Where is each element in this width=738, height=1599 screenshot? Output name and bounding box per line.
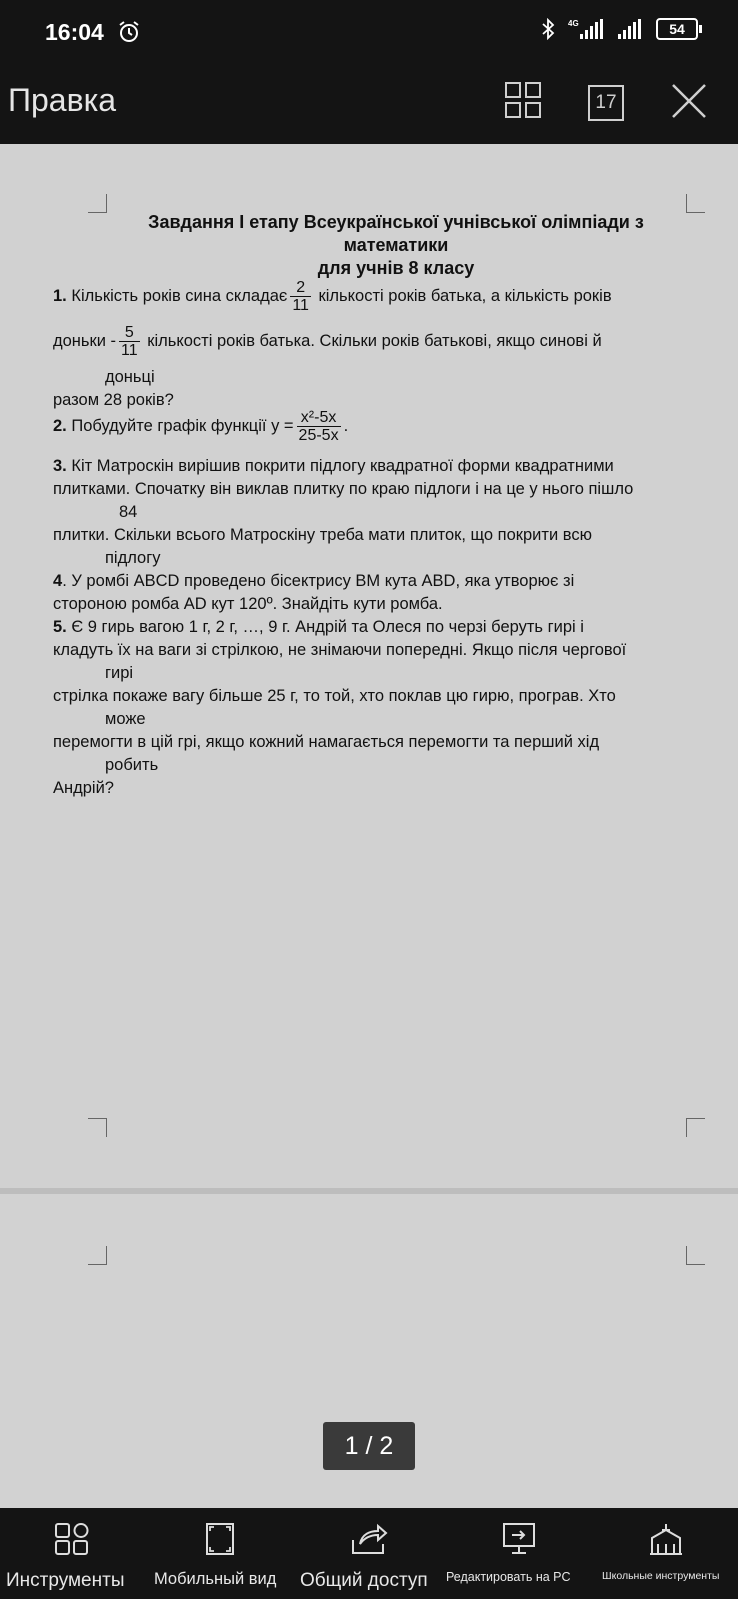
app-toolbar	[0, 68, 738, 144]
page-corner-mark	[686, 1246, 705, 1265]
problem-3-line3: 84	[119, 503, 138, 521]
problem-5-line4: стрілка покаже вагу більше 25 г, то той, хто поклав цю гирю, програв. Хто	[53, 687, 616, 705]
mobile-view-button[interactable]	[146, 1508, 294, 1599]
problem-2-line1	[53, 409, 348, 444]
fraction-num: x²-5x	[297, 409, 341, 427]
edit-on-pc-button[interactable]	[442, 1508, 596, 1599]
doc-title-line2: математики	[343, 235, 449, 255]
problem-5-line8: Андрій?	[53, 779, 114, 797]
fraction-den: 11	[121, 342, 138, 359]
text: кількості років батька, а кількість років	[313, 286, 612, 305]
doc-title-line1: Завдання І етапу Всеукраїнської учнівської олімпіади з	[148, 212, 644, 232]
tools-label: Инструменты	[6, 1570, 125, 1591]
problem-4-line2: стороною ромба AD кут 120º. Знайдіть кути ромба.	[53, 595, 443, 613]
share-label: Общий доступ	[300, 1570, 428, 1591]
page-corner-mark	[88, 1246, 107, 1265]
problem-number: 1.	[53, 286, 67, 305]
problem-5-line6: перемогти в цій грі, якщо кожний намагається перемогти та перший хід	[53, 733, 600, 751]
problem-3-line2: плитками. Спочатку він виклав плитку по краю підлоги і на це у нього пішло	[53, 480, 634, 498]
text: Є 9 гирь вагою 1 г, 2 г, …, 9 г. Андрій та Олеся по черзі беруть гирі і	[66, 618, 584, 636]
document-page-1	[0, 144, 738, 1188]
alarm-icon	[118, 20, 140, 44]
text: . У ромбі ABCD проведено бісектрису BM кута ABD, яка утворює зі	[62, 572, 575, 590]
status-time: 16:04	[45, 19, 104, 45]
problem-3-line1	[53, 457, 614, 476]
problem-number: 2.	[53, 416, 67, 435]
bluetooth-icon	[540, 18, 556, 40]
text: кількості років батька. Скільки років батькові, якщо синові й	[142, 331, 602, 350]
text: доньки -	[53, 331, 117, 350]
mobile-view-label: Мобильный вид	[154, 1570, 277, 1588]
fraction	[297, 409, 341, 444]
problem-5-line5: може	[105, 710, 146, 728]
doc-title-line3: для учнів 8 класу	[317, 258, 475, 278]
school-tools-button[interactable]	[596, 1508, 738, 1599]
problem-5-line2: кладуть їх на ваги зі стрілкою, не знімаючи попередні. Якщо після чергової	[53, 641, 627, 659]
page-corner-mark	[686, 1118, 705, 1137]
fraction-num: 5	[119, 324, 140, 342]
problem-5-line7: робить	[105, 756, 159, 774]
status-bar	[0, 0, 738, 68]
fraction	[119, 324, 140, 359]
problem-1-line3: доньці	[105, 368, 155, 386]
text: Кількість років сина складає	[66, 286, 288, 305]
problem-5-line1	[53, 618, 584, 637]
problem-3-line5: підлогу	[105, 549, 161, 567]
share-icon	[350, 1522, 388, 1556]
share-button[interactable]	[294, 1508, 442, 1599]
tools-icon	[54, 1522, 90, 1556]
problem-number: 3.	[53, 457, 67, 475]
fraction-den: 25-5x	[298, 427, 339, 444]
problem-3-line4: плитки. Скільки всього Матроскіну треба мати плиток, що покрити всю	[53, 526, 592, 544]
fraction	[290, 279, 311, 314]
close-icon[interactable]	[670, 82, 708, 120]
fraction-den: 11	[292, 297, 309, 314]
page-corner-mark	[686, 194, 705, 213]
signal-icon-2	[616, 18, 646, 40]
text: Кіт Матроскін вирішив покрити підлогу квадратної форми квадратними	[66, 457, 614, 475]
edit-on-pc-icon	[500, 1522, 538, 1556]
document-viewer[interactable]	[0, 144, 738, 1508]
problem-4-line1	[53, 572, 574, 591]
text: .	[343, 416, 349, 435]
fraction-num: 2	[290, 279, 311, 297]
page-corner-mark	[88, 1118, 107, 1137]
text: Побудуйте графік функції y =	[66, 416, 294, 435]
battery-icon: 54	[656, 18, 698, 40]
problem-number: 4	[53, 572, 63, 590]
problem-1-line2	[53, 324, 602, 359]
status-icons	[540, 18, 698, 40]
page-corner-mark	[88, 194, 107, 213]
tools-button[interactable]	[0, 1508, 146, 1599]
network-label: 4G	[568, 19, 579, 28]
problem-number: 5.	[53, 618, 67, 636]
page-indicator[interactable]: 1 / 2	[323, 1422, 415, 1470]
bottom-toolbar	[0, 1508, 738, 1599]
school-tools-label: Школьные инструменты	[602, 1570, 720, 1582]
problem-1-line1	[53, 279, 612, 314]
edit-on-pc-label: Редактировать на PC	[446, 1570, 571, 1584]
problem-5-line3: гирі	[105, 664, 134, 682]
mobile-view-icon	[205, 1522, 235, 1556]
page-separator	[0, 1188, 738, 1194]
toolbar-title: Правка	[8, 82, 117, 118]
school-tools-icon	[648, 1522, 684, 1556]
signal-icon	[566, 18, 606, 40]
grid-view-icon[interactable]	[505, 82, 541, 118]
problem-1-line4: разом 28 років?	[53, 391, 174, 409]
page-count-icon[interactable]: 17	[588, 85, 624, 121]
